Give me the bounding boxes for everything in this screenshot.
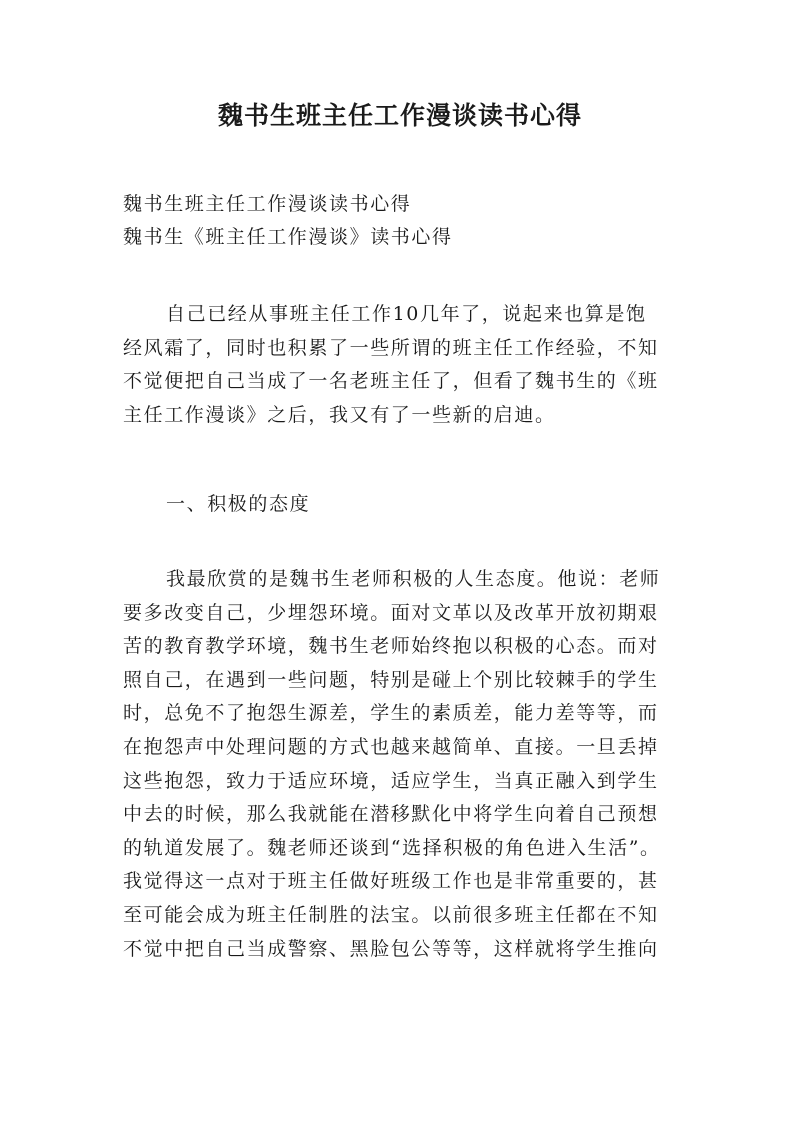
- document-title: 魏书生班主任工作漫谈读书心得: [217, 101, 582, 130]
- intro-paragraph: [123, 298, 683, 432]
- paragraph-line: 不觉便把自己当成了一名老班主任了，但看了魏书生的《班: [123, 370, 659, 393]
- section-paragraph: [123, 563, 683, 966]
- paragraph-line: 不觉中把自己当成警察、黑脸包公等等，这样就将学生推向: [123, 937, 659, 960]
- paragraph-line: 至可能会成为班主任制胜的法宝。以前很多班主任都在不知: [123, 903, 659, 926]
- subtitle-line: 魏书生《班主任工作漫谈》读书心得: [123, 226, 453, 248]
- section-heading-text: 一、积极的态度: [166, 493, 311, 515]
- paragraph-line: 主任工作漫谈》之后，我又有了一些新的启迪。: [123, 403, 556, 426]
- paragraph-line: 自己已经从事班主任工作10几年了，说起来也算是饱: [166, 303, 647, 325]
- paragraph-line: 中去的时候，那么我就能在潜移默化中将学生向着自己预想: [123, 803, 659, 826]
- paragraph-line: 经风霜了，同时也积累了一些所谓的班主任工作经验，不知: [123, 336, 659, 359]
- subtitle-line: 魏书生班主任工作漫谈读书心得: [123, 193, 412, 215]
- paragraph-line: 要多改变自己，少埋怨环境。面对文革以及改革开放初期艰: [123, 601, 659, 624]
- subtitle-block: [123, 188, 683, 254]
- paragraph-line: 的轨道发展了。魏老师还谈到“选择积极的角色进入生活”。: [123, 836, 661, 859]
- paragraph-line: 照自己，在遇到一些问题，特别是碰上个别比较棘手的学生: [123, 668, 659, 691]
- paragraph-line: 苦的教育教学环境，魏书生老师始终抱以积极的心态。而对: [123, 635, 659, 658]
- paragraph-line: 我觉得这一点对于班主任做好班级工作也是非常重要的，甚: [123, 870, 659, 893]
- paragraph-line: 这些抱怨，致力于适应环境，适应学生，当真正融入到学生: [123, 769, 659, 792]
- section-heading: [123, 488, 683, 522]
- paragraph-line: 我最欣赏的是魏书生老师积极的人生态度。他说：老师: [166, 568, 661, 590]
- paragraph-line: 在抱怨声中处理问题的方式也越来越简单、直接。一旦丢掉: [123, 735, 659, 758]
- paragraph-line: 时，总免不了抱怨生源差，学生的素质差，能力差等等，而: [123, 702, 659, 725]
